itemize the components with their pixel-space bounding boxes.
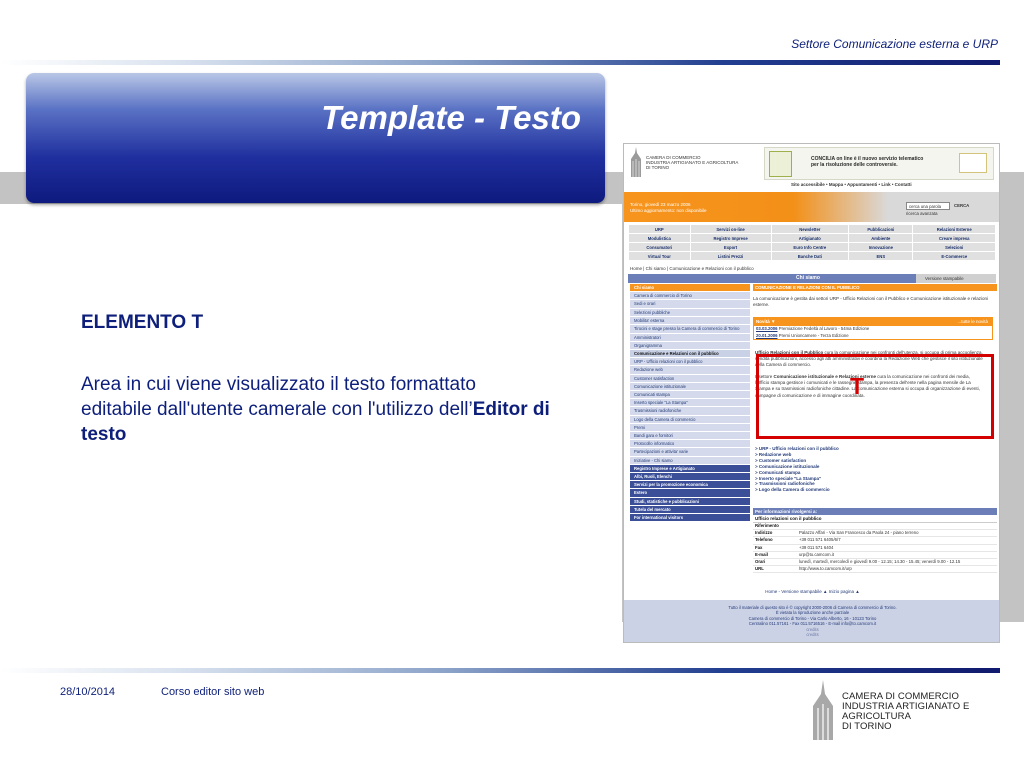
footer-date: 28/10/2014: [60, 686, 116, 698]
footer-line: È vietata la riproduzione anche parziale: [775, 610, 850, 616]
section-bar-title: Chi siamo: [796, 275, 820, 281]
side-menu-item[interactable]: Logo della Camera di commercio: [630, 416, 750, 424]
footer-credits[interactable]: credits: [806, 632, 819, 638]
side-menu-item[interactable]: Registro Imprese e Artigianato: [630, 465, 750, 473]
side-menu-item[interactable]: For international visitors: [630, 514, 750, 522]
text-element-highlight: [756, 354, 994, 439]
nav-item[interactable]: Relazioni Esterne: [913, 225, 996, 234]
related-links: [755, 446, 839, 493]
concilia-logo-icon: [769, 151, 792, 177]
side-menu-item[interactable]: Iniziative - Chi siamo: [630, 457, 750, 465]
urp-text: cura la comunicazione nei confronti dell'utenza, si occupa di prima accoglienza, vendita pubblicazioni, accesso agli atti amministrativi e coordina la Redazione Web che gestisce il sito istituzionale della Camera di commercio.: [755, 350, 983, 368]
side-menu-item[interactable]: Albi, Ruoli, Elenchi: [630, 473, 750, 481]
nav-item[interactable]: Artigianato: [771, 234, 849, 243]
comm-bold: Comunicazione istituzionale e Relazioni esterne: [773, 374, 877, 380]
side-menu-item[interactable]: Servizi per la promozione economica: [630, 481, 750, 489]
footer-course: Corso editor sito web: [161, 686, 265, 698]
nav-item[interactable]: E-Commerce: [913, 252, 996, 261]
contact-info-box: [753, 508, 997, 573]
advanced-search-link[interactable]: ricerca avanzata: [906, 211, 938, 216]
print-version-link[interactable]: Versione stampabile: [916, 274, 996, 283]
content-intro: La comunicazione è gestita dai settori URP - Ufficio Relazioni con il Pubblico e Comunicazione istituzionale e relazioni esterne.: [753, 296, 988, 307]
site-logo-text: [646, 155, 738, 170]
title-box: [26, 73, 605, 203]
news-label: Novità: [756, 319, 770, 324]
site-bottom-nav[interactable]: Home - Versione stampabile ▲ Inizio pagina ▲: [765, 589, 860, 594]
side-menu-item[interactable]: Comunicazione e Relazioni con il pubblico: [630, 350, 750, 358]
info-value[interactable]: http://www.to.camcom.it/urp: [797, 566, 997, 573]
nav-item[interactable]: Listini Prezzi: [690, 252, 771, 261]
nav-item[interactable]: ENS: [849, 252, 913, 261]
website-screenshot: [623, 143, 1000, 643]
info-value: lunedì, martedì, mercoledì e giovedì 9.00 - 12.15; 14.30 - 15.45; venerdì 9.00 - 12.15: [797, 559, 997, 566]
side-menu-item[interactable]: Redazione web: [630, 366, 750, 374]
nav-item[interactable]: Banche Dati: [771, 252, 849, 261]
concilia-banner[interactable]: [764, 147, 994, 180]
comm-prefix: Il settore: [755, 374, 774, 380]
nav-item[interactable]: Creare impresa: [913, 234, 996, 243]
related-link[interactable]: > Logo della Camera di commercio: [755, 487, 830, 493]
nav-item[interactable]: Newsletter: [771, 225, 849, 234]
nav-item[interactable]: Ambiente: [849, 234, 913, 243]
site-main-nav: [628, 224, 996, 261]
side-menu-item[interactable]: Studi, statistiche e pubblicazioni: [630, 498, 750, 506]
related-link[interactable]: > Comunicati stampa: [755, 469, 801, 475]
news-all-link[interactable]: ...tutte le novità: [957, 319, 988, 324]
site-header: [624, 144, 1000, 180]
banner-text-2: per la risoluzione delle controversie.: [811, 162, 898, 168]
element-t-marker: T: [850, 373, 865, 399]
description-text: Area in cui viene visualizzato il testo formattato editabile dall'utente camerale con l'utilizzo dell’: [81, 374, 476, 420]
comm-text: cura la comunicazione nei confronti dei media, l'Ufficio stampa gestisce i comunicati e le rassegne stampa, la presenza dell'ente nella pagina mensile de La Stampa e su trasmissioni radiofoniche cittadine. La comunicazione esterna si occupa di organizzazione di eventi, campagne di comunicazione e di immagine coordinata.: [755, 374, 980, 398]
news-text: Premi Unioncamere - Terza Edizione: [778, 332, 849, 338]
site-search-input[interactable]: cerca una parola: [906, 202, 950, 210]
nav-item[interactable]: Modulistica: [629, 234, 691, 243]
info-key: URL: [753, 566, 797, 573]
footer-line: Camera di commercio di Torino - Via Carlo Alberto, 16 - 10123 Torino: [748, 615, 877, 621]
top-gradient-bar: [0, 60, 1000, 65]
nav-item[interactable]: Virtual Tour: [629, 252, 691, 261]
news-text: Premiazione Fedeltà al Lavoro - 54ma Edizione: [778, 326, 870, 331]
side-menu-item[interactable]: Estero: [630, 489, 750, 497]
news-box: [753, 317, 993, 340]
side-menu-item[interactable]: Tirocini e stage presso la Camera di commercio di Torino: [630, 325, 750, 334]
side-menu-item[interactable]: URP - Ufficio relazioni con il pubblico: [630, 358, 750, 366]
urp-bold: Ufficio Relazioni con il Pubblico: [755, 350, 824, 355]
slide-title: Template - Testo: [321, 99, 581, 136]
info-office: Ufficio relazioni con il pubblico: [753, 515, 997, 523]
related-link[interactable]: > Customer satisfaction: [755, 457, 807, 463]
logo-line: INDUSTRIA ARTIGIANATO E AGRICOLTURA: [646, 160, 739, 165]
related-link[interactable]: > Redazione web: [755, 451, 792, 457]
banner-text-1: CONCILIA on line è il nuovo servizio telematico: [811, 156, 924, 162]
news-date: 03.03.2006: [756, 326, 778, 331]
side-menu-item[interactable]: Mobilita' esterna: [630, 317, 750, 325]
footer-logo-line: INDUSTRIA ARTIGIANATO E AGRICOLTURA: [842, 701, 970, 722]
side-menu-item[interactable]: Trasmissioni radiofoniche: [630, 407, 750, 415]
news-item[interactable]: [754, 333, 992, 340]
editor-label: Editor di testo: [81, 399, 550, 445]
site-footer: [624, 600, 1000, 643]
footer-logo-line: DI TORINO: [842, 721, 892, 732]
side-menu-item[interactable]: Premi: [630, 424, 750, 432]
footer-line: Centralino 011.57161 - Fax 011.5716516 - E-mail info@to.camcom.it: [748, 621, 877, 627]
side-menu-item[interactable]: Organigramma: [630, 342, 750, 350]
side-menu-item[interactable]: Chi siamo: [630, 284, 750, 292]
site-top-links[interactable]: Sito accessibile • Mappa • Appuntamenti • Link • Contatti: [791, 182, 912, 187]
side-menu-item[interactable]: Tutela del mercato: [630, 506, 750, 514]
site-breadcrumb[interactable]: Home | Chi siamo | Comunicazione e Relazioni con il pubblico: [630, 266, 754, 271]
element-description: [81, 372, 551, 447]
info-value[interactable]: urp@to.camcom.it: [797, 551, 997, 558]
side-menu-item[interactable]: Sedi e orari: [630, 300, 750, 308]
footer-credits[interactable]: credits: [806, 626, 819, 632]
info-key: Fax: [753, 544, 797, 551]
info-key: Telefono: [753, 537, 797, 544]
info-value: +39 011 571 6405/6/7: [797, 537, 997, 544]
info-key: Indirizzo: [753, 530, 797, 537]
site-date: Torino, giovedì 23 marzo 2006: [630, 202, 691, 207]
mole-antonelliana-logo-icon: [808, 680, 838, 740]
site-update-line: Ultimo aggiornamento: non disponibile: [630, 208, 707, 213]
nav-item[interactable]: Servizi on-line: [690, 225, 771, 234]
bottom-gradient-bar: [0, 668, 1000, 673]
side-menu-item[interactable]: Amministratori: [630, 334, 750, 342]
info-value: Palazzo Affari - Via San Francesco da Paola 24 - piano terreno: [797, 530, 997, 537]
side-menu-item[interactable]: Protocollo informatico: [630, 440, 750, 448]
info-header: Per informazioni rivolgersi a:: [753, 508, 997, 515]
footer-logo: [808, 680, 1008, 740]
side-menu-item[interactable]: Partecipazioni e attivita' varie: [630, 448, 750, 456]
nav-item[interactable]: Selezioni: [913, 243, 996, 252]
site-side-menu: [630, 284, 750, 522]
logo-line: CAMERA DI COMMERCIO: [646, 155, 701, 160]
site-search-button[interactable]: CERCA: [954, 203, 970, 208]
nav-item[interactable]: Euro Info Centre: [771, 243, 849, 252]
nav-item[interactable]: Consumatori: [629, 243, 691, 252]
related-link[interactable]: > URP - Ufficio relazioni con il pubblico: [755, 446, 839, 451]
section-label: Settore Comunicazione esterna e URP: [791, 37, 998, 51]
nav-item[interactable]: Export: [690, 243, 771, 252]
nav-item[interactable]: Registro Imprese: [690, 234, 771, 243]
info-key: Orari: [753, 559, 797, 566]
content-section-title: COMUNICAZIONE E RELAZIONI CON IL PUBBLICO: [753, 284, 997, 291]
nav-item[interactable]: Pubblicazioni: [849, 225, 913, 234]
nav-item[interactable]: URP: [629, 225, 691, 234]
side-menu-item[interactable]: Bandi gara e fornitori: [630, 432, 750, 440]
related-link[interactable]: > Trasmissioni radiofoniche: [755, 481, 815, 487]
mole-antonelliana-logo-icon: [629, 147, 643, 177]
side-menu-item[interactable]: Inserto speciale "La Stampa": [630, 399, 750, 407]
nav-item[interactable]: Innovazione: [849, 243, 913, 252]
side-menu-item[interactable]: Customer satisfaction: [630, 375, 750, 383]
footer-logo-line: CAMERA DI COMMERCIO: [842, 691, 959, 702]
logo-line: DI TORINO: [646, 165, 670, 170]
element-heading: ELEMENTO T: [81, 312, 204, 333]
related-link[interactable]: > Comunicazione istituzionale: [755, 463, 820, 469]
unioncamere-logo-icon: [959, 153, 987, 173]
side-menu-item[interactable]: Comunicati stampa: [630, 391, 750, 399]
info-key: E-mail: [753, 551, 797, 558]
side-menu-item[interactable]: Selezioni pubbliche: [630, 309, 750, 317]
news-date: 20.01.2006: [756, 332, 778, 338]
info-value: +39 011 571 6404: [797, 544, 997, 551]
related-link[interactable]: > Inserto speciale "La Stampa": [755, 475, 822, 481]
side-menu-item[interactable]: Camera di commercio di Torino: [630, 292, 750, 300]
news-arrow-icon: ▼: [771, 319, 776, 324]
info-value: [797, 523, 997, 530]
side-menu-item[interactable]: Comunicazione istituzionale: [630, 383, 750, 391]
footer-line: Tutto il materiale di questo sito è © copyright 2000-2006 di Camera di commercio di Torino.: [728, 605, 897, 610]
info-key: Riferimento: [753, 523, 797, 530]
